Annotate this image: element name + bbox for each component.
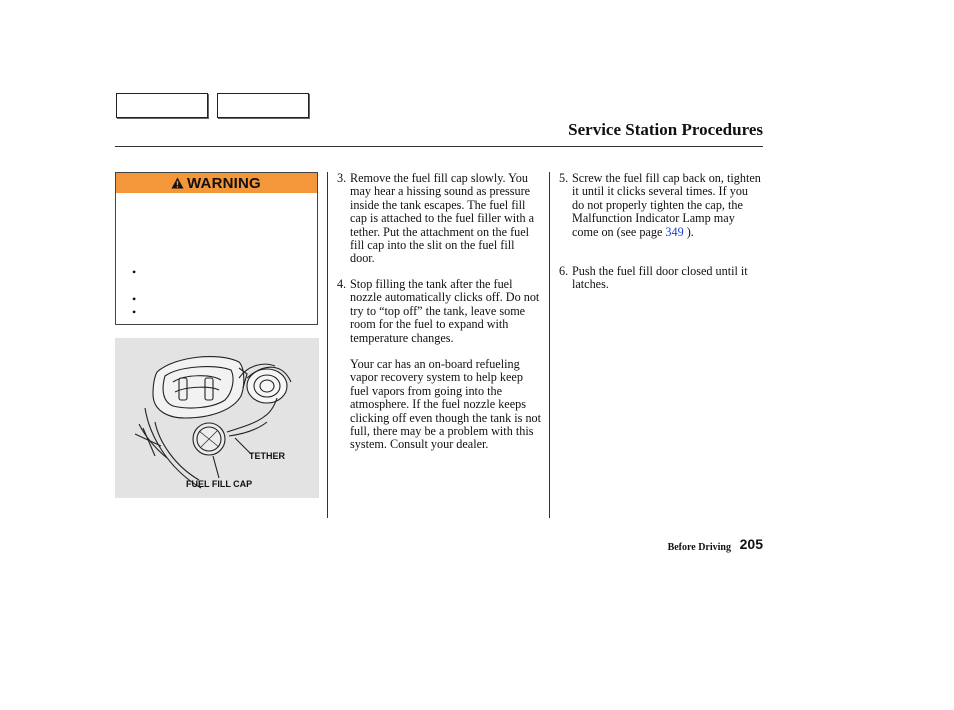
- column-divider-left: [327, 172, 328, 518]
- fuel-filler-drawing: [115, 338, 319, 498]
- warning-bullet: •: [132, 292, 137, 306]
- page-link[interactable]: 349: [665, 224, 684, 239]
- step-text: Push the fuel fill door closed until it latches.: [572, 264, 748, 292]
- step-text-end: ).: [686, 224, 694, 239]
- step-5: [559, 172, 763, 239]
- column-divider-right: [549, 172, 550, 518]
- nav-next-button[interactable]: [217, 93, 309, 118]
- warning-bullet: •: [132, 265, 137, 279]
- fuel-cap-illustration: [115, 338, 319, 498]
- page-title: Service Station Procedures: [568, 120, 763, 139]
- warning-bullet: •: [132, 305, 137, 319]
- step-text-container: [572, 172, 763, 239]
- step-4: [337, 278, 541, 345]
- step-text: Stop filling the tank after the fuel nozzle automatically clicks off. Do not try to “top off” the tank, leave some room for the fuel to expand with temperature changes.: [350, 277, 540, 345]
- warning-label: WARNING: [187, 174, 261, 192]
- refueling-vapor-paragraph: [337, 358, 541, 452]
- tether-callout: TETHER: [249, 451, 285, 461]
- step-number: 6.: [559, 264, 569, 278]
- warning-header: [116, 173, 317, 193]
- footer-section-name: Before Driving: [667, 542, 731, 553]
- warning-box: [115, 172, 318, 325]
- step-3: [337, 172, 541, 266]
- step-number: 5.: [559, 171, 569, 185]
- header-rule: [115, 146, 763, 147]
- nav-prev-button[interactable]: [116, 93, 208, 118]
- page-number: 205: [739, 536, 763, 552]
- paragraph-text: Your car has an on-board refueling vapor recovery system to help keep fuel vapors from going into the atmosphere. If the fuel nozzle keeps clicking off even though the tank is not full, there may be a problem with this system. Consult your dealer.: [350, 357, 542, 452]
- step-text: Remove the fuel fill cap slowly. You may hear a hissing sound as pressure inside the tank escapes. The fuel fill cap is attached to the fuel filler with a tether. Put the attachment on the fuel fill cap into the slit on the fuel fill door.: [350, 171, 535, 266]
- warning-triangle-icon: [171, 177, 184, 189]
- step-text: Screw the fuel fill cap back on, tighten it until it clicks several times. If you do not properly tighten the cap, the Malfunction Indicator Lamp may come on (see page: [572, 171, 761, 239]
- step-number: 3.: [337, 171, 347, 185]
- fuel-fill-cap-callout: FUEL FILL CAP: [186, 479, 253, 489]
- step-6: [559, 265, 763, 292]
- step-number: 4.: [337, 277, 347, 291]
